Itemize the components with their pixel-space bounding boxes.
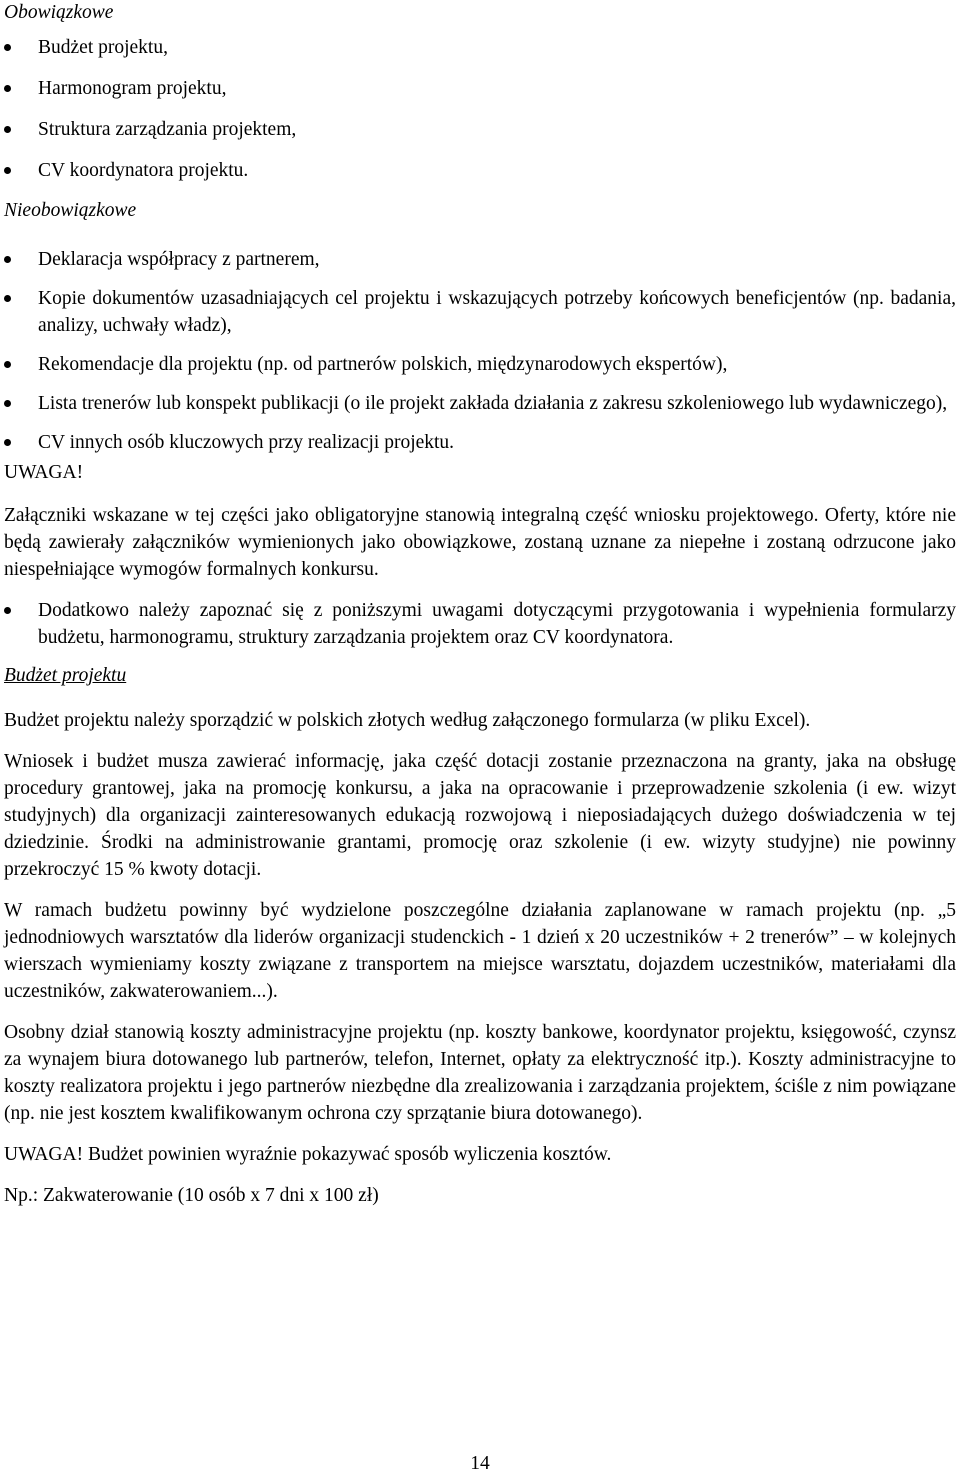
mandatory-heading: Obowiązkowe xyxy=(4,2,114,23)
warning-paragraph: Załączniki wskazane w tej części jako obligatoryjne stanowią integralną część wniosku projektowego. Oferty, które nie będą zawierały załączników wymienionych jako obowiązkowe, zostaną uznane za niepełne i zostaną odrzucone jako niespełniające wymogów formalnych konkursu. xyxy=(4,505,956,580)
list-item: Harmonogram projektu, xyxy=(4,75,956,102)
list-item: Lista trenerów lub konspekt publikacji (o ile projekt zakłada działania z zakresu szkoleniowego lub wydawniczego), xyxy=(4,390,956,417)
budget-paragraph: Osobny dział stanowią koszty administracyjne projektu (np. koszty bankowe, koordynator projektu, księgowość, czynsz za wynajem biura dotowanego lub partnerów, telefon, Internet, opłaty za elektryczność itp.). Koszty administracyjne to koszty realizatora projektu i jego partnerów niezbędne dla zrealizowania i zarządzania projektem, ściśle z nim powiązane (np. nie jest kosztem kwalifikowanym ochrona czy sprzątanie biura dotowanego). xyxy=(4,1022,956,1124)
additional-list xyxy=(4,597,956,651)
optional-heading: Nieobowiązkowe xyxy=(4,200,137,221)
bullet-icon xyxy=(4,607,11,614)
document-page xyxy=(4,0,956,1209)
budget-paragraph: Budżet projektu należy sporządzić w polskich złotych według załączonego formularza (w pliku Excel). xyxy=(4,710,811,731)
bullet-icon xyxy=(4,400,11,407)
list-item: CV innych osób kluczowych przy realizacji projektu. xyxy=(4,429,956,456)
list-item: Struktura zarządzania projektem, xyxy=(4,116,956,143)
list-item: Deklaracja współpracy z partnerem, xyxy=(4,246,956,273)
budget-paragraph: W ramach budżetu powinny być wydzielone poszczególne działania zaplanowane w ramach projektu (np. „5 jednodniowych warsztatów dla liderów organizacji studenckich - 1 dzień x 20 uczestników + 2 trenerów” – w kolejnych wierszach wymieniamy koszty związane z transportem na miejsce warsztatu, dojazdem uczestników, materiałami dla uczestników, zakwaterowaniem...). xyxy=(4,900,956,1002)
bullet-icon xyxy=(4,167,11,174)
bullet-icon xyxy=(4,361,11,368)
budget-warning: UWAGA! Budżet powinien wyraźnie pokazywać sposób wyliczenia kosztów. xyxy=(4,1144,612,1165)
bullet-icon xyxy=(4,439,11,446)
budget-example: Np.: Zakwaterowanie (10 osób x 7 dni x 100 zł) xyxy=(4,1185,379,1206)
page-number: 14 xyxy=(470,1453,490,1474)
budget-paragraph: Wniosek i budżet musza zawierać informację, jaka część dotacji zostanie przeznaczona na granty, jaka na obsługę procedury grantowej, jaka na promocję konkursu, a jaka na opracowanie i przeprowadzenie szkolenia (i ew. wizyt studyjnych) dla organizacji zainteresowanych edukacją rozwojową i nieposiadających dużego doświadczenia w tej dziedzinie. Środki na administrowanie grantami, promocję oraz szkolenie (i ew. wizyty studyjne) nie powinny przekroczyć 15 % kwoty dotacji. xyxy=(4,751,956,880)
list-item: Dodatkowo należy zapoznać się z poniższymi uwagami dotyczącymi przygotowania i wypełnienia formularzy budżetu, harmonogramu, struktury zarządzania projektem oraz CV koordynatora. xyxy=(4,597,956,651)
bullet-icon xyxy=(4,44,11,51)
bullet-icon xyxy=(4,256,11,263)
optional-list xyxy=(4,246,956,456)
list-item: Kopie dokumentów uzasadniających cel projektu i wskazujących potrzeby końcowych beneficjentów (np. badania, analizy, uchwały władz), xyxy=(4,285,956,339)
budget-heading: Budżet projektu xyxy=(4,665,127,686)
mandatory-list xyxy=(4,34,956,184)
bullet-icon xyxy=(4,126,11,133)
bullet-icon xyxy=(4,85,11,92)
list-item: Budżet projektu, xyxy=(4,34,956,61)
list-item: Rekomendacje dla projektu (np. od partnerów polskich, międzynarodowych ekspertów), xyxy=(4,351,956,378)
bullet-icon xyxy=(4,295,11,302)
warning-label: UWAGA! xyxy=(4,462,84,483)
list-item: CV koordynatora projektu. xyxy=(4,157,956,184)
